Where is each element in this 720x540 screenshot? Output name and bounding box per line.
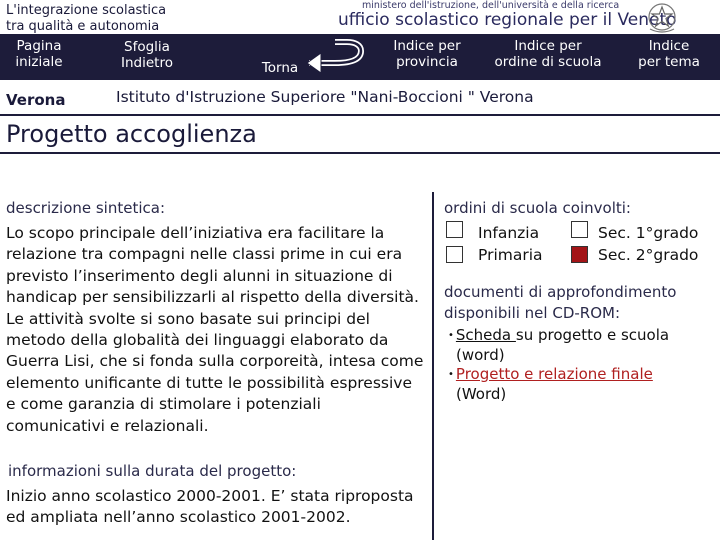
checkbox-label-primaria: Primaria bbox=[478, 246, 543, 264]
duration-text: Inizio anno scolastico 2000-2001. E’ stata riproposta ed ampliata nell’anno scolastico 2001-2002. bbox=[6, 487, 414, 527]
title-divider bbox=[0, 152, 720, 154]
site-title: L'integrazione scolastica tra qualità e autonomia bbox=[6, 3, 167, 34]
checkbox-secondary-1 bbox=[571, 221, 588, 238]
documents-label: documenti di approfondimento disponibili nel CD-ROM: bbox=[444, 283, 677, 322]
nav-index-by-school-order[interactable]: Indice per ordine di scuola bbox=[494, 38, 602, 70]
nav-home-page[interactable]: Pagina iniziale bbox=[15, 38, 63, 70]
description-label: descrizione sintetica: bbox=[6, 199, 166, 217]
nav-browse-back[interactable]: Sfoglia Indietro bbox=[121, 39, 173, 71]
u-turn-arrow-icon[interactable] bbox=[305, 37, 377, 81]
checkbox-label-secondary-1: Sec. 1°grado bbox=[598, 224, 699, 242]
nav-return[interactable]: Torna bbox=[261, 60, 299, 76]
document-format: (Word) bbox=[456, 385, 507, 403]
checkbox-secondary-2 bbox=[571, 246, 588, 263]
bullet: • bbox=[448, 330, 454, 341]
document-item bbox=[448, 325, 718, 346]
office-title: ufficio scolastico regionale per il Veneto bbox=[338, 10, 677, 30]
document-link-progetto[interactable]: Progetto e relazione finale bbox=[455, 365, 653, 383]
nav-index-by-theme[interactable]: Indice per tema bbox=[638, 38, 700, 70]
document-description: su progetto e scuola bbox=[515, 326, 670, 344]
checkbox-label-infanzia: Infanzia bbox=[478, 224, 540, 242]
checkbox-primaria bbox=[446, 246, 463, 263]
school-name: Istituto d'Istruzione Superiore "Nani-Boccioni " Verona bbox=[116, 88, 534, 106]
ministry-caption: ministero dell'istruzione, dell'università e della ricerca bbox=[362, 0, 620, 11]
document-format: (word) bbox=[456, 346, 505, 364]
checkbox-infanzia bbox=[446, 221, 463, 238]
italian-republic-emblem-icon bbox=[646, 1, 678, 35]
city-label: Verona bbox=[6, 91, 66, 109]
document-link-scheda[interactable]: Scheda bbox=[455, 326, 516, 344]
document-item bbox=[448, 364, 718, 385]
bullet: • bbox=[448, 369, 454, 380]
column-divider bbox=[432, 192, 434, 540]
checkbox-label-secondary-2: Sec. 2°grado bbox=[598, 246, 699, 264]
nav-index-by-province[interactable]: Indice per provincia bbox=[393, 38, 461, 70]
description-text: Lo scopo principale dell’iniziativa era facilitare la relazione tra compagni nelle classi prime in cui era previsto l’inserimento degli alunni in situazione di handicap per sensibilizzarli al rispetto della diversità. Le attività svolte si sono basate sui principi del metodo della globalità dei linguaggi elaborato da Guerra Lisi, che si fonda sulla corporeità, intesa come elemento unificante di tutte le possibilità espressive e come garanzia di stimolare i potenziali comunicativi e relazionali. bbox=[6, 224, 424, 435]
header-divider bbox=[0, 114, 720, 116]
school-orders-label: ordini di scuola coinvolti: bbox=[444, 199, 631, 217]
duration-label: informazioni sulla durata del progetto: bbox=[8, 462, 297, 480]
page-title: Progetto accoglienza bbox=[6, 120, 257, 148]
